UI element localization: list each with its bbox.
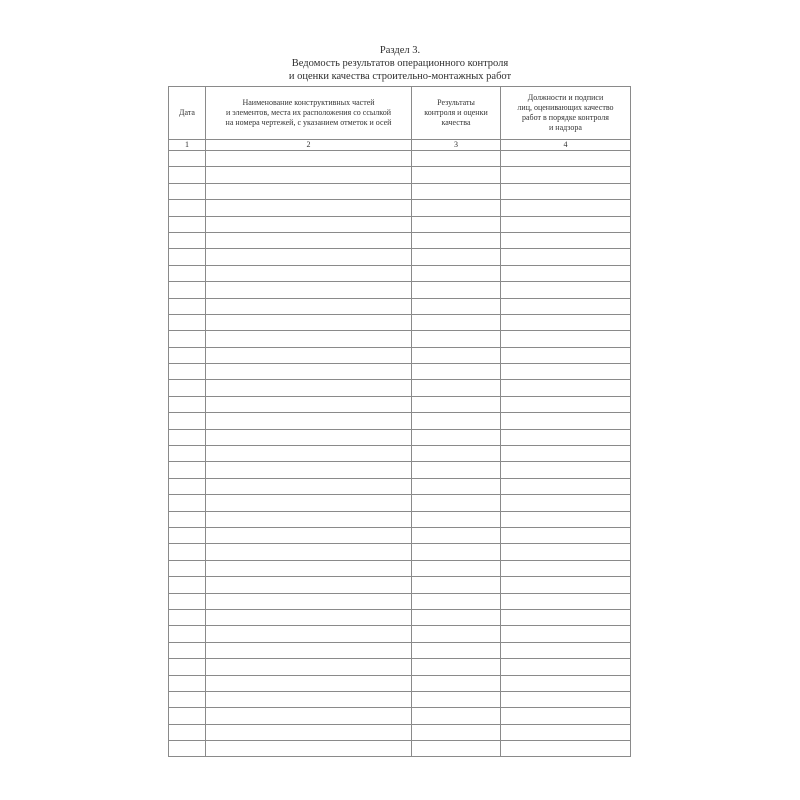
table-header-row	[169, 87, 631, 140]
results-cell[interactable]	[412, 200, 501, 216]
elements-cell[interactable]	[206, 642, 412, 658]
date-cell[interactable]	[169, 544, 206, 560]
date-cell[interactable]	[169, 478, 206, 494]
date-cell[interactable]	[169, 741, 206, 757]
date-cell[interactable]	[169, 151, 206, 167]
elements-cell[interactable]	[206, 724, 412, 740]
elements-cell[interactable]	[206, 527, 412, 543]
date-cell[interactable]	[169, 462, 206, 478]
date-cell[interactable]	[169, 200, 206, 216]
results-cell[interactable]	[412, 462, 501, 478]
date-cell[interactable]	[169, 724, 206, 740]
signatures-cell[interactable]	[501, 527, 631, 543]
signatures-cell[interactable]	[501, 593, 631, 609]
signatures-cell[interactable]	[501, 724, 631, 740]
table-row	[169, 396, 631, 412]
results-cell[interactable]	[412, 347, 501, 363]
table-row	[169, 364, 631, 380]
table-row	[169, 446, 631, 462]
date-cell[interactable]	[169, 495, 206, 511]
signatures-cell[interactable]	[501, 282, 631, 298]
table-row	[169, 167, 631, 183]
results-cell[interactable]	[412, 609, 501, 625]
date-cell[interactable]	[169, 265, 206, 281]
header-line: работ в порядке контроля	[522, 113, 609, 122]
elements-cell[interactable]	[206, 183, 412, 199]
signatures-cell[interactable]	[501, 675, 631, 691]
table-row	[169, 495, 631, 511]
column-header-results	[412, 87, 501, 140]
table-row	[169, 675, 631, 691]
elements-cell[interactable]	[206, 331, 412, 347]
signatures-cell[interactable]	[501, 429, 631, 445]
table-row	[169, 511, 631, 527]
table-row	[169, 347, 631, 363]
elements-cell[interactable]	[206, 659, 412, 675]
signatures-cell[interactable]	[501, 577, 631, 593]
header-line: и элементов, места их расположения со ссылкой	[225, 108, 392, 117]
elements-cell[interactable]	[206, 298, 412, 314]
signatures-cell[interactable]	[501, 642, 631, 658]
results-cell[interactable]	[412, 265, 501, 281]
date-cell[interactable]	[169, 380, 206, 396]
section-label: Раздел 3.	[379, 45, 421, 56]
results-cell[interactable]	[412, 396, 501, 412]
elements-cell[interactable]	[206, 249, 412, 265]
signatures-cell[interactable]	[501, 462, 631, 478]
date-cell[interactable]	[169, 511, 206, 527]
table-row	[169, 544, 631, 560]
table-row	[169, 331, 631, 347]
table-row	[169, 232, 631, 248]
column-number: 1	[169, 140, 206, 151]
results-cell[interactable]	[412, 527, 501, 543]
header-line: Должности и подписи	[527, 93, 604, 102]
elements-cell[interactable]	[206, 282, 412, 298]
results-cell[interactable]	[412, 167, 501, 183]
date-cell[interactable]	[169, 642, 206, 658]
date-cell[interactable]	[169, 446, 206, 462]
results-cell[interactable]	[412, 593, 501, 609]
results-cell[interactable]	[412, 216, 501, 232]
signatures-cell[interactable]	[501, 511, 631, 527]
date-cell[interactable]	[169, 282, 206, 298]
table-row	[169, 216, 631, 232]
elements-cell[interactable]	[206, 364, 412, 380]
signatures-cell[interactable]	[501, 708, 631, 724]
elements-cell[interactable]	[206, 675, 412, 691]
date-cell[interactable]	[169, 298, 206, 314]
header-line: Дата	[179, 108, 195, 117]
table-row	[169, 265, 631, 281]
results-cell[interactable]	[412, 380, 501, 396]
column-number: 4	[501, 140, 631, 151]
results-cell[interactable]	[412, 691, 501, 707]
table-row	[169, 626, 631, 642]
signatures-cell[interactable]	[501, 413, 631, 429]
elements-cell[interactable]	[206, 380, 412, 396]
results-cell[interactable]	[412, 298, 501, 314]
table-row	[169, 429, 631, 445]
table-row	[169, 659, 631, 675]
results-cell[interactable]	[412, 544, 501, 560]
table-row	[169, 413, 631, 429]
table-row	[169, 527, 631, 543]
signatures-cell[interactable]	[501, 609, 631, 625]
results-cell[interactable]	[412, 232, 501, 248]
results-cell[interactable]	[412, 511, 501, 527]
elements-cell[interactable]	[206, 446, 412, 462]
results-cell[interactable]	[412, 577, 501, 593]
table-row	[169, 691, 631, 707]
header-line: качества	[441, 118, 471, 127]
title-line-2: и оценки качества строительно-монтажных работ	[288, 71, 512, 82]
elements-cell[interactable]	[206, 314, 412, 330]
date-cell[interactable]	[169, 609, 206, 625]
results-cell[interactable]	[412, 626, 501, 642]
signatures-cell[interactable]	[501, 232, 631, 248]
date-cell[interactable]	[169, 560, 206, 576]
table-row	[169, 708, 631, 724]
table-row	[169, 609, 631, 625]
elements-cell[interactable]	[206, 495, 412, 511]
header-line: контроля и оценки	[424, 108, 488, 117]
table-body	[169, 140, 631, 757]
table-row	[169, 741, 631, 757]
signatures-cell[interactable]	[501, 691, 631, 707]
signatures-cell[interactable]	[501, 183, 631, 199]
signatures-cell[interactable]	[501, 495, 631, 511]
date-cell[interactable]	[169, 659, 206, 675]
date-cell[interactable]	[169, 232, 206, 248]
signatures-cell[interactable]	[501, 216, 631, 232]
elements-cell[interactable]	[206, 232, 412, 248]
signatures-cell[interactable]	[501, 265, 631, 281]
elements-cell[interactable]	[206, 151, 412, 167]
table-row	[169, 724, 631, 740]
signatures-cell[interactable]	[501, 249, 631, 265]
date-cell[interactable]	[169, 593, 206, 609]
signatures-cell[interactable]	[501, 396, 631, 412]
date-cell[interactable]	[169, 183, 206, 199]
column-header-elements	[206, 87, 412, 140]
date-cell[interactable]	[169, 675, 206, 691]
table-row	[169, 380, 631, 396]
table-row	[169, 462, 631, 478]
signatures-cell[interactable]	[501, 741, 631, 757]
elements-cell[interactable]	[206, 577, 412, 593]
inspection-ledger-table	[168, 86, 631, 757]
results-cell[interactable]	[412, 675, 501, 691]
signatures-cell[interactable]	[501, 380, 631, 396]
results-cell[interactable]	[412, 413, 501, 429]
signatures-cell[interactable]	[501, 151, 631, 167]
table-row	[169, 249, 631, 265]
date-cell[interactable]	[169, 364, 206, 380]
elements-cell[interactable]	[206, 593, 412, 609]
table-row	[169, 642, 631, 658]
table-row	[169, 298, 631, 314]
date-cell[interactable]	[169, 708, 206, 724]
column-number-row	[169, 140, 631, 151]
results-cell[interactable]	[412, 151, 501, 167]
table-row	[169, 593, 631, 609]
elements-cell[interactable]	[206, 609, 412, 625]
elements-cell[interactable]	[206, 396, 412, 412]
elements-cell[interactable]	[206, 626, 412, 642]
elements-cell[interactable]	[206, 413, 412, 429]
results-cell[interactable]	[412, 183, 501, 199]
results-cell[interactable]	[412, 724, 501, 740]
signatures-cell[interactable]	[501, 560, 631, 576]
table-row	[169, 560, 631, 576]
table-row	[169, 577, 631, 593]
header-line: Результаты	[437, 98, 475, 107]
elements-cell[interactable]	[206, 216, 412, 232]
column-number: 2	[206, 140, 412, 151]
results-cell[interactable]	[412, 282, 501, 298]
date-cell[interactable]	[169, 691, 206, 707]
elements-cell[interactable]	[206, 462, 412, 478]
date-cell[interactable]	[169, 167, 206, 183]
date-cell[interactable]	[169, 216, 206, 232]
elements-cell[interactable]	[206, 741, 412, 757]
signatures-cell[interactable]	[501, 659, 631, 675]
elements-cell[interactable]	[206, 478, 412, 494]
date-cell[interactable]	[169, 331, 206, 347]
header-line: лиц, оценивающих качество	[517, 103, 614, 112]
signatures-cell[interactable]	[501, 446, 631, 462]
date-cell[interactable]	[169, 396, 206, 412]
results-cell[interactable]	[412, 478, 501, 494]
header-line: на номера чертежей, с указанием отметок и осей	[225, 118, 392, 127]
results-cell[interactable]	[412, 314, 501, 330]
column-header-date	[169, 87, 206, 140]
signatures-cell[interactable]	[501, 331, 631, 347]
signatures-cell[interactable]	[501, 544, 631, 560]
title-line-1: Ведомость результатов операционного контроля	[291, 58, 509, 69]
date-cell[interactable]	[169, 347, 206, 363]
table-row	[169, 151, 631, 167]
column-number: 3	[412, 140, 501, 151]
results-cell[interactable]	[412, 560, 501, 576]
elements-cell[interactable]	[206, 511, 412, 527]
header-line: Наименование конструктивных частей	[242, 98, 375, 107]
results-cell[interactable]	[412, 331, 501, 347]
signatures-cell[interactable]	[501, 478, 631, 494]
signatures-cell[interactable]	[501, 298, 631, 314]
date-cell[interactable]	[169, 626, 206, 642]
table-row	[169, 314, 631, 330]
column-header-signatures	[501, 87, 631, 140]
elements-cell[interactable]	[206, 429, 412, 445]
signatures-cell[interactable]	[501, 167, 631, 183]
results-cell[interactable]	[412, 642, 501, 658]
elements-cell[interactable]	[206, 167, 412, 183]
table-row	[169, 200, 631, 216]
signatures-cell[interactable]	[501, 314, 631, 330]
signatures-cell[interactable]	[501, 626, 631, 642]
elements-cell[interactable]	[206, 544, 412, 560]
results-cell[interactable]	[412, 659, 501, 675]
header-line: и надзора	[549, 123, 582, 132]
elements-cell[interactable]	[206, 691, 412, 707]
date-cell[interactable]	[169, 413, 206, 429]
date-cell[interactable]	[169, 577, 206, 593]
results-cell[interactable]	[412, 708, 501, 724]
elements-cell[interactable]	[206, 560, 412, 576]
table-row	[169, 183, 631, 199]
signatures-cell[interactable]	[501, 364, 631, 380]
date-cell[interactable]	[169, 429, 206, 445]
date-cell[interactable]	[169, 249, 206, 265]
elements-cell[interactable]	[206, 708, 412, 724]
results-cell[interactable]	[412, 446, 501, 462]
elements-cell[interactable]	[206, 265, 412, 281]
signatures-cell[interactable]	[501, 347, 631, 363]
elements-cell[interactable]	[206, 200, 412, 216]
results-cell[interactable]	[412, 429, 501, 445]
signatures-cell[interactable]	[501, 200, 631, 216]
results-cell[interactable]	[412, 741, 501, 757]
table-row	[169, 282, 631, 298]
elements-cell[interactable]	[206, 347, 412, 363]
date-cell[interactable]	[169, 314, 206, 330]
date-cell[interactable]	[169, 527, 206, 543]
results-cell[interactable]	[412, 495, 501, 511]
table-row	[169, 478, 631, 494]
results-cell[interactable]	[412, 364, 501, 380]
results-cell[interactable]	[412, 249, 501, 265]
